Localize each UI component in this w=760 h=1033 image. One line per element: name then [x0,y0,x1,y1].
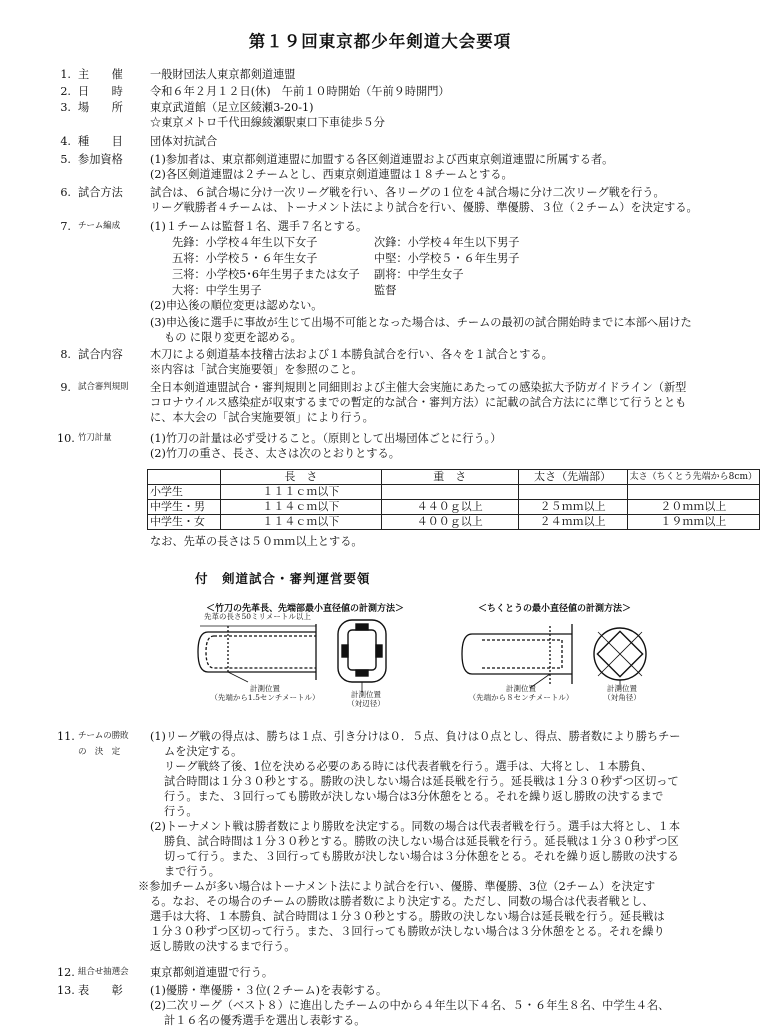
section-label: 試合方法 [78,186,123,199]
shinai-table [147,469,760,530]
table-header [148,470,221,485]
table-cell: １９ｍｍ以上 [627,515,759,530]
table-row [148,515,760,530]
section-label: チーム編成 [78,221,120,231]
section-text: (1)参加者は、東京都剣道連盟に加盟する各区剣道連盟および西東京剣道連盟に所属する者。 [150,153,614,166]
table-header: 長 さ [220,470,381,485]
rule-text: １分３０秒ずつ区切って行う。また、３回行っても勝敗が決しない場合は３分休憩をとる。それを繰り [150,925,665,938]
section-label: 表 彰 [78,984,123,997]
rule-text: (2)トーナメント戦は勝者数により勝敗を決定する。同数の場合は代表者戦を行う。選手は大将とし、１本 [150,820,681,833]
section-text: ☆東京メトロ千代田線綾瀬駅東口下車徒歩５分 [150,116,385,129]
section-label: 場 所 [78,101,123,114]
shinai-section-left [338,620,386,692]
rule-text: 返し勝敗の決するまで行う。 [150,940,296,953]
rule-text: まで行う。 [164,865,220,878]
shinai-section-right [594,628,646,690]
section-number: 4. [60,135,71,148]
section-text: リーグ戦勝者４チームは、トーナメント法により試合を行い、優勝、準優勝、３位（２チーム）を決定する。 [150,201,698,214]
table-cell: ２４ｍｍ以上 [518,515,627,530]
section-label: 参加資格 [78,153,123,166]
section-text: コロナウイルス感染症が収束するまでの暫定的な試合・審判方法）に記載の試合方法にに準じて行うととも [150,396,687,409]
section-number: 8. [60,348,71,361]
table-cell: ２５ｍｍ以上 [518,500,627,515]
section-text: 木刀による剣道基本技稽古法および１本勝負試合を行い、各々を１試合とする。 [150,348,553,361]
position-item: 五将：小学校５・６年生女子 [172,252,318,265]
section-label: 日 時 [78,85,123,98]
section-label: 竹刀計量 [78,433,112,443]
shinai-tip-right [462,624,572,688]
table-note: なお、先革の長さは５０ｍｍ以上とする。 [150,535,363,548]
award-text: 計１６名の優秀選手を選出し表彰する。 [164,1014,366,1027]
table-cell: ４４０ｇ以上 [381,500,518,515]
section-label: 試合内容 [78,348,123,361]
left-figure-caption: ＜竹刀の先革長、先端部最小直径値の計測方法＞ [206,604,405,614]
section-text: 団体対抗試合 [150,135,218,148]
section-number: 13. [57,984,75,997]
table-cell: ４００ｇ以上 [381,515,518,530]
table-cell: １１１ｃｍ以下 [220,485,381,500]
section-label: チームの勝敗 [78,731,129,741]
section-number: 6. [60,186,71,199]
team-note: (2)申込後の順位変更は認めない。 [150,299,323,312]
section-number: 11. [57,730,75,743]
right-position-label-2: 計測位置 （対角径） [603,684,641,702]
team-notes [150,298,720,345]
section-number: 9. [60,381,71,394]
figure-title: 付 剣道試合・審判運営要領 [195,571,371,586]
section-number: 5. [60,153,71,166]
table-header: 重 さ [381,470,518,485]
section-text: (1)１チームは監督１名、選手７名とする。 [150,220,368,233]
section-text: に、本大会の「試合実施要領」により行う。 [150,411,374,424]
left-figure-note: 先革の長さ50ミリメートル以上 [204,612,311,621]
position-item: 副将：中学生女子 [374,268,464,281]
position-item: 次鋒：小学校４年生以下男子 [374,236,520,249]
table-header-row [148,470,760,485]
section-label: 種 目 [78,135,123,148]
table-header: 太さ（先端部） [518,470,627,485]
team-note: (3)申込後に選手に事故が生じて出場不可能となった場合は、チームの最初の試合開始時までに本部へ届けた [150,316,692,329]
section-text: 東京武道館（足立区綾瀬3-20-1) [150,101,314,114]
section-text: 東京都剣道連盟で行う。 [150,966,274,979]
right-position-label-1: 計測位置 （先端から８センチメートル） [468,684,574,702]
section-label: 試合審判規則 [78,382,129,392]
rule-text: 行う。 [164,805,198,818]
section-label: 主 催 [78,68,123,81]
section-number: 10. [57,432,75,445]
position-item: 先鋒：小学校４年生以下女子 [172,236,318,249]
table-row [148,485,760,500]
table-cell: １１４ｃｍ以下 [220,500,381,515]
left-position-label-1: 計測位置 （先端から1.5センチメートル） [210,684,320,702]
rule-text: (1)リーグ戦の得点は、勝ちは１点、引き分けは０．５点、負けは０点とし、得点、勝者数により勝ちチー [150,730,681,743]
section-number: 12. [57,966,75,979]
position-item: 監督 [374,284,397,297]
page-title: 第１９回東京都少年剣道大会要項 [248,32,512,51]
section-text: (1)竹刀の計量は必ず受けること。（原則として出場団体ごとに行う。） [150,432,502,445]
position-item: 大将：中学生男子 [172,284,262,297]
shinai-tip-left [198,624,316,682]
rule-text: 勝負、試合時間は１分３０秒とする。勝敗の決しない場合は延長戦を行う。延長戦は１分３０秒ずつ区 [164,835,679,848]
section-number: 1. [60,68,71,81]
section-text: (2)各区剣道連盟は２チームとし、西東京剣道連盟は１８チームとする。 [150,168,513,181]
table-cell: ２０ｍｍ以上 [627,500,759,515]
rule-text: る。なお、その場合のチームの勝敗は勝者数により決定する。ただし、同数の場合は代表者戦とし、 [150,895,654,908]
section-number: 3. [60,101,71,114]
team-note: もの に限り変更を認める。 [164,331,302,344]
position-item: 三将：小学校5･6年生男子または女子 [172,268,360,281]
right-figure-caption: ＜ちくとうの最小直径値の計測方法＞ [478,604,632,614]
section-label: 組合せ抽選会 [78,967,129,977]
section-number: 7. [60,220,71,233]
table-header: 太さ（ちくとう先端から8cm） [627,470,759,485]
award-text: (1)優勝・準優勝・３位(２チーム)を表彰する。 [150,984,388,997]
table-cell [627,485,759,500]
left-position-label-2: 計測位置 （対辺径） [347,690,385,708]
rule-text: リーグ戦終了後、1位を決める必要のある時には代表者戦を行う。選手は、大将とし、１本勝負、 [164,760,653,773]
award-text: (2)二次リーグ（ベスト８）に進出したチームの中から４年生以下４名、５・６年生８名、中学生４名、 [150,999,670,1012]
rule-text: ムを決定する。 [164,745,243,758]
table-cell: 小学生 [148,485,221,500]
table-cell: 中学生・女 [148,515,221,530]
section-text: 全日本剣道連盟試合・審判規則と同細則および主催大会実施にあたっての感染拡大予防ガイドライン（新型 [150,381,687,394]
table-cell: １１４ｃｍ以下 [220,515,381,530]
rule-text: 切って行う。また、３回行っても勝敗が決しない場合は３分休憩をとる。それを繰り返し勝敗の決する [164,850,679,863]
rule-text: 選手は大将、１本勝負、試合時間は１分３０秒とする。勝敗の決しない場合は延長戦を行う。延長戦は [150,910,665,923]
table-cell [518,485,627,500]
section-text: (2)竹刀の重さ、長さ、太さは次のとおりとする。 [150,447,400,460]
section-text: 一般財団法人東京都剣道連盟 [150,68,296,81]
section-number: 2. [60,85,71,98]
rule-text: 試合時間は１分３０秒とする。勝敗の決しない場合は延長戦を行う。延長戦は１分３０秒ずつ区切って [164,775,679,788]
rule-text: ※参加チームが多い場合はトーナメント法により試合を行い、優勝、準優勝、3位（2チーム）を決定す [138,880,656,893]
table-cell [381,485,518,500]
section-text: 令和６年２月１２日(休) 午前１０時開始（午前９時開門） [150,85,450,98]
table-cell: 中学生・男 [148,500,221,515]
position-item: 中堅：小学校５・６年生男子 [374,252,520,265]
table-row [148,500,760,515]
section-text: ※内容は「試合実施要領」を参照のこと。 [150,363,363,376]
section-text: 試合は、６試合場に分け一次リーグ戦を行い、各リーグの１位を４試合場に分け二次リーグ戦を行う。 [150,186,665,199]
rule-text: 行う。また、３回行っても勝敗が決しない場合は3分休憩をとる。それを繰り返し勝敗の決するまで [164,790,664,803]
section-label: の 決 定 [78,747,120,757]
